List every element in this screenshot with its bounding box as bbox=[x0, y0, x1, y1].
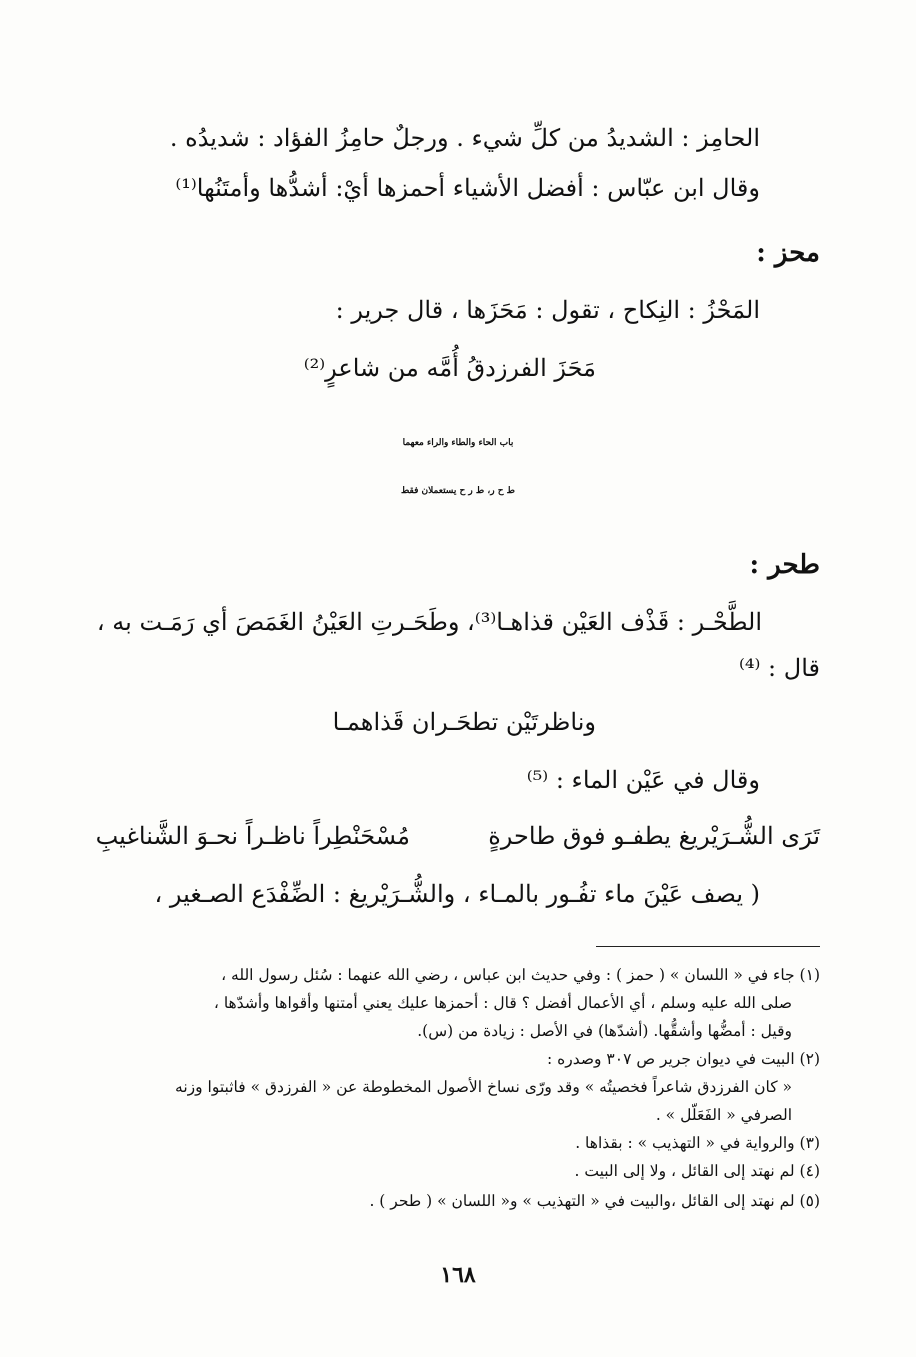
chapter-subtitle: ط ح ر، ط ر ح يستعملان فقط bbox=[401, 486, 515, 496]
footnote-line: (٣) والرواية في « التهذيب » : بقذاها . bbox=[575, 1134, 820, 1152]
text-line: ( يصف عَيْنَ ماء تفُـور بالمـاء ، والشُّـرَيْريغ : الضِّفْدَع الصـغير ، bbox=[154, 880, 760, 908]
page-number: ١٦٨ bbox=[440, 1262, 476, 1288]
verse-line: مَحَزَ الفرزدقُ أُمَّه من شاعرٍ⁽²⁾ bbox=[303, 354, 596, 382]
entry-heading-mahz: محز : bbox=[756, 238, 820, 268]
text-line: وقال ابن عبّاس : أفضل الأشياء أحمزها أيْ: أشدُّها وأمتَنُها⁽¹⁾ bbox=[175, 174, 760, 202]
footnote-line: (١) جاء في « اللسان » ( حمز ) : وفي حديث ابن عباس ، رضي الله عنهما : سُئل رسول الله ، bbox=[221, 966, 820, 984]
text-line: المَحْزُ : النِكاح ، تقول : مَحَزَها ، قال جرير : bbox=[335, 296, 760, 324]
footnote-separator bbox=[596, 946, 820, 947]
footnote-line: وقيل : أمضُّها وأشقُّها. (أشدّها) في الأصل : زيادة من (س). bbox=[417, 1022, 792, 1040]
footnote-line: (٢) البيت في ديوان جرير ص ٣٠٧ وصدره : bbox=[546, 1050, 820, 1068]
verse-hemistich-left: مُسْحَنْطِراً ناظـراً نحـوَ الشَّناغيبِ bbox=[95, 822, 410, 850]
text-line: الحامِز : الشديدُ من كلِّ شيء . ورجلٌ حامِزُ الفؤاد : شديدُه . bbox=[169, 124, 760, 152]
entry-heading-tahr: طحر : bbox=[749, 550, 820, 580]
footnote-line: (٤) لم نهتد إلى القائل ، ولا إلى البيت . bbox=[574, 1162, 820, 1180]
text-line: الطَّحْـر : قَذْف العَيْن قذاهـا⁽³⁾، وطَحَـرتِ العَيْنُ الغَمَصَ أي رَمَـت به ، bbox=[96, 608, 762, 636]
chapter-title: باب الحاء والطاء والراء معهما bbox=[402, 438, 514, 448]
footnote-line: « كان الفرزدق شاعراً فخصيتُه » وقد ورّى نساخ الأصول المخطوطة عن « الفرزدق » فاثبتوا وزنه bbox=[175, 1078, 792, 1096]
footnote-line: الصرفي « الفَعَلّل » . bbox=[655, 1106, 792, 1124]
verse-line: وناظرتَيْن تطحَـران قَذاهمـا bbox=[332, 708, 596, 736]
text-line: وقال في عَيْن الماء : ⁽⁵⁾ bbox=[526, 766, 760, 794]
text-line: قال : ⁽⁴⁾ bbox=[739, 654, 820, 682]
footnote-line: صلى الله عليه وسلم ، أي الأعمال أفضل ؟ قال : أحمزها عليك يعني أمتنها وأقواها وأشدّها ، bbox=[213, 994, 792, 1012]
verse-hemistich-right: تَرَى الشُّـرَيْريغ يطفـو فوق طاحرةٍ bbox=[488, 822, 820, 850]
footnote-line: (٥) لم نهتد إلى القائل ،والبيت في « التهذيب » و« اللسان » ( طحر ) . bbox=[369, 1192, 820, 1210]
